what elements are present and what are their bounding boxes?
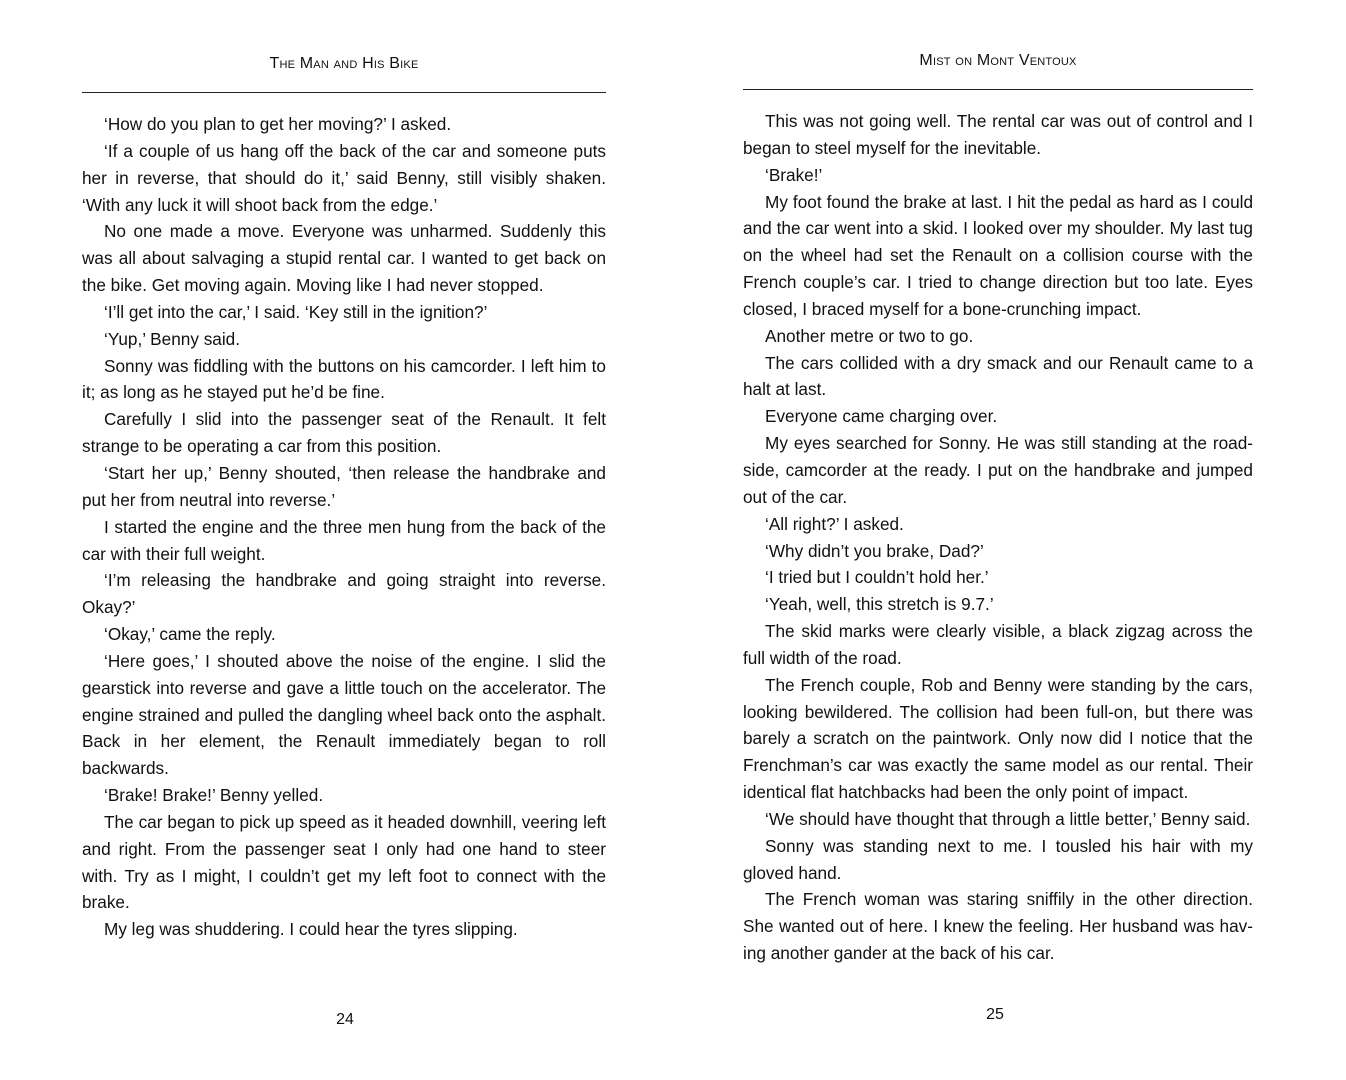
paragraph: The car began to pick up speed as it headed downhill, veering left and right. From the passenger seat I only had one hand to steer with. Try as I might, I couldn’t get my left foot to connect with the brake.	[82, 811, 606, 913]
paragraph: ‘Brake!’	[765, 164, 823, 185]
paragraph: ‘Okay,’ came the reply.	[104, 624, 276, 645]
running-header-left: The Man and His Bike	[269, 55, 419, 72]
page-number-right: 25	[986, 1006, 1004, 1023]
paragraph: No one made a move. Everyone was unharmed. Suddenly this was all about salvaging a stupid rental car. I wanted to get back on the bike. Get moving again. Moving like I had never stopped.	[82, 221, 606, 296]
paragraph: My foot found the brake at last. I hit the pedal as hard as I could and the car went into a skid. I looked over my shoulder. My last tug on the wheel had set the Renault on a collision course with the French couple’s car. I tried to change direction but too late. Eyes closed, I braced myself for a bone-crunching impact.	[743, 191, 1253, 319]
paragraph: This was not going well. The rental car was out of control and I began to steel myself for the inevitable.	[743, 111, 1253, 158]
header-rule-right	[743, 89, 1253, 90]
paragraph: ‘I tried but I couldn’t hold her.’	[765, 567, 989, 588]
paragraph: Carefully I slid into the passenger seat of the Renault. It felt strange to be operating a car from this position.	[82, 409, 606, 457]
paragraph: The cars collided with a dry smack and our Renault came to a halt at last.	[743, 352, 1253, 400]
right-page	[673, 0, 1346, 1080]
paragraph: ‘Yup,’ Benny said.	[104, 328, 240, 349]
paragraph: ‘If a couple of us hang off the back of the car and someone puts her in reverse, that should do it,’ said Benny, still visibly shaken. ‘With any luck it will shoot back from the edge.’	[82, 140, 606, 215]
running-header-right: Mist on Mont Ventoux	[919, 52, 1077, 69]
paragraph: Everyone came charging over.	[765, 406, 998, 427]
paragraph: Sonny was fiddling with the buttons on his camcorder. I left him to it; as long as he stayed put he’d be fine.	[82, 355, 606, 403]
paragraph: My eyes searched for Sonny. He was still standing at the road-side, camcorder at the ready. I put on the handbrake and jumped out of the car.	[743, 433, 1253, 507]
body-text-left	[82, 111, 606, 943]
paragraph: ‘Yeah, well, this stretch is 9.7.’	[765, 594, 994, 615]
paragraph: ‘We should have thought that through a little better,’ Benny said.	[765, 808, 1251, 829]
paragraph: ‘Start her up,’ Benny shouted, ‘then release the handbrake and put her from neutral into reverse.’	[82, 462, 606, 510]
paragraph: ‘Here goes,’ I shouted above the noise of the engine. I slid the gearstick into reverse and gave a little touch on the accelerator. The engine strained and pulled the dangling wheel back onto the asphalt. Back in her element, the Renault immediately began to roll backwards.	[82, 650, 606, 779]
header-rule-left	[82, 92, 606, 93]
page-number-left: 24	[336, 1011, 354, 1028]
paragraph: ‘All right?’ I asked.	[765, 513, 904, 534]
paragraph: ‘Brake! Brake!’ Benny yelled.	[104, 785, 324, 806]
paragraph: ‘I’m releasing the handbrake and going straight into reverse. Okay?’	[82, 570, 606, 618]
paragraph: The French woman was staring sniffily in the other direction. She wanted out of here. I knew the feeling. Her husband was hav-ing another gander at the back of his car.	[743, 889, 1253, 964]
paragraph: Another metre or two to go.	[765, 325, 974, 346]
paragraph: Sonny was standing next to me. I tousled his hair with my gloved hand.	[743, 835, 1253, 883]
paragraph: The French couple, Rob and Benny were standing by the cars, looking bewildered. The collision had been full-on, but there was barely a scratch on the paintwork. Only now did I notice that the Frenchman’s car was exactly the same model as our rental. Their identical flat hatchbacks had been the only point of impact.	[743, 674, 1253, 803]
paragraph: ‘I’ll get into the car,’ I said. ‘Key still in the ignition?’	[104, 301, 488, 322]
paragraph: ‘How do you plan to get her moving?’ I asked.	[104, 114, 452, 134]
paragraph: The skid marks were clearly visible, a black zigzag across the full width of the road.	[743, 621, 1253, 668]
paragraph: ‘Why didn’t you brake, Dad?’	[765, 540, 984, 561]
paragraph: I started the engine and the three men hung from the back of the car with their full weight.	[82, 516, 606, 564]
body-text-right	[743, 108, 1253, 967]
paragraph: My leg was shuddering. I could hear the tyres slipping.	[104, 919, 518, 940]
